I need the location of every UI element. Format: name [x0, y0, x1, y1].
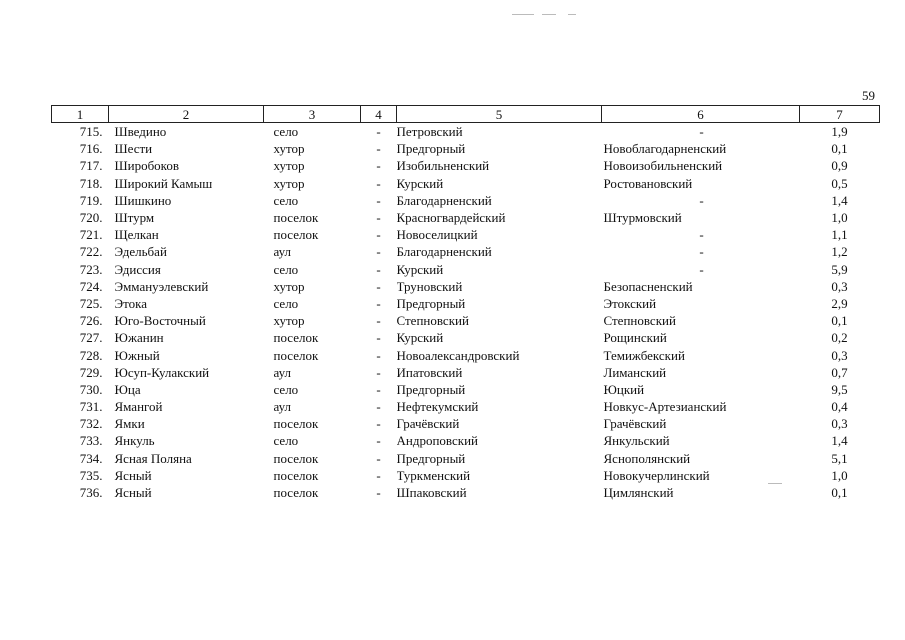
district-name: Предгорный [396, 381, 466, 397]
row-number: 724. [79, 278, 103, 294]
column-header: 6 [602, 106, 800, 123]
table-row [52, 364, 880, 381]
district-name: Шпаковский [396, 485, 467, 501]
council-name: Степновский [603, 313, 676, 329]
value-cell: 0,4 [831, 399, 848, 415]
district-name: Курский [396, 330, 444, 346]
settlement-name: Юсуп-Кулакский [114, 364, 210, 380]
settlement-name: Ясная Поляна [114, 450, 192, 466]
settlement-type: хутор [273, 158, 305, 174]
value-cell: 1,9 [831, 124, 848, 140]
settlement-type: село [273, 295, 299, 311]
settlement-type: село [273, 192, 299, 208]
row-number: 730. [79, 381, 103, 397]
row-number: 732. [79, 416, 103, 432]
settlements-table [51, 105, 880, 501]
row-number: 715. [79, 124, 103, 140]
settlement-type: хутор [273, 278, 305, 294]
council-name: Ростовановский [603, 175, 693, 191]
table-row [52, 415, 880, 432]
value-cell: 0,1 [831, 485, 848, 501]
settlement-name: Ямки [114, 416, 145, 432]
dash-cell: - [376, 261, 381, 277]
value-cell: 5,1 [831, 450, 848, 466]
dash-cell: - [376, 485, 381, 501]
dash-cell: - [376, 278, 381, 294]
row-number: 719. [79, 192, 103, 208]
council-name: Штурмовский [603, 210, 682, 226]
district-name: Благодарненский [396, 244, 492, 260]
row-number: 718. [79, 175, 103, 191]
settlement-type: поселок [273, 330, 319, 346]
value-cell: 0,3 [831, 416, 848, 432]
dash-cell: - [376, 244, 381, 260]
district-name: Благодарненский [396, 192, 492, 208]
row-number: 721. [79, 227, 103, 243]
scan-artifact [542, 14, 556, 15]
settlement-type: аул [273, 244, 292, 260]
column-header: 2 [109, 106, 264, 123]
dash-cell: - [376, 416, 381, 432]
value-cell: 1,0 [831, 467, 848, 483]
dash-cell: - [376, 330, 381, 346]
district-name: Предгорный [396, 141, 466, 157]
column-header: 4 [361, 106, 397, 123]
settlement-name: Юго-Восточный [114, 313, 206, 329]
table-row [52, 432, 880, 449]
district-name: Новоселицкий [396, 227, 478, 243]
table-row [52, 226, 880, 243]
council-name: Темижбекский [603, 347, 685, 363]
council-name: Новкус-Артезианский [603, 399, 727, 415]
dash-cell: - [376, 467, 381, 483]
district-name: Изобильненский [396, 158, 490, 174]
settlement-name: Ясный [114, 467, 152, 483]
dash-cell: - [376, 433, 381, 449]
council-name: Новоблагодарненский [603, 141, 727, 157]
dash-cell: - [376, 313, 381, 329]
value-cell: 0,5 [831, 175, 848, 191]
council-name: Янкульский [603, 433, 670, 449]
settlement-name: Шишкино [114, 192, 172, 208]
value-cell: 0,9 [831, 158, 848, 174]
row-number: 735. [79, 467, 103, 483]
settlement-name: Эдиссия [114, 261, 161, 277]
table-row [52, 329, 880, 346]
district-name: Предгорный [396, 295, 466, 311]
row-number: 723. [79, 261, 103, 277]
page-number: 59 [862, 88, 875, 103]
value-cell: 0,1 [831, 141, 848, 157]
council-name: Яснополянский [603, 450, 691, 466]
dash-cell: - [376, 364, 381, 380]
value-cell: 1,2 [831, 244, 848, 260]
table-row [52, 175, 880, 192]
value-cell: 0,1 [831, 313, 848, 329]
settlement-name: Эдельбай [114, 244, 167, 260]
row-number: 717. [79, 158, 103, 174]
settlement-type: поселок [273, 467, 319, 483]
value-cell: 1,0 [831, 210, 848, 226]
value-cell: 0,3 [831, 347, 848, 363]
district-name: Курский [396, 175, 444, 191]
table-row [52, 398, 880, 415]
row-number: 722. [79, 244, 103, 260]
settlement-name: Широкий Камыш [114, 175, 213, 191]
dash-cell: - [376, 227, 381, 243]
dash-cell: - [376, 347, 381, 363]
dash-cell: - [376, 295, 381, 311]
council-name: Новоизобильненский [603, 158, 723, 174]
dash-cell: - [376, 124, 381, 140]
district-name: Нефтекумский [396, 399, 479, 415]
row-number: 736. [79, 485, 103, 501]
settlement-type: аул [273, 399, 292, 415]
settlement-name: Янкуль [114, 433, 155, 449]
council-name: Новокучерлинский [603, 467, 710, 483]
value-cell: 2,9 [831, 295, 848, 311]
settlement-type: хутор [273, 141, 305, 157]
settlement-name: Ямангой [114, 399, 163, 415]
district-name: Грачёвский [396, 416, 460, 432]
row-number: 734. [79, 450, 103, 466]
settlement-type: село [273, 381, 299, 397]
district-name: Андроповский [396, 433, 478, 449]
dash-cell: - [376, 158, 381, 174]
value-cell: 1,4 [831, 192, 848, 208]
table-row [52, 295, 880, 312]
settlement-name: Широбоков [114, 158, 179, 174]
scan-artifact [568, 14, 576, 15]
table-row [52, 123, 880, 141]
settlement-type: хутор [273, 175, 305, 191]
table-row [52, 278, 880, 295]
district-name: Туркменский [396, 467, 471, 483]
dash-cell: - [376, 450, 381, 466]
settlement-type: село [273, 261, 299, 277]
settlement-name: Шести [114, 141, 153, 157]
table-row [52, 261, 880, 278]
council-name: Безопасненский [603, 278, 693, 294]
row-number: 725. [79, 295, 103, 311]
settlement-type: село [273, 124, 299, 140]
council-name: Грачёвский [603, 416, 667, 432]
table-row [52, 381, 880, 398]
council-name: Цимлянский [603, 485, 674, 501]
council-name: - [699, 244, 704, 260]
table-row [52, 467, 880, 484]
value-cell: 5,9 [831, 261, 848, 277]
settlement-type: поселок [273, 227, 319, 243]
row-number: 727. [79, 330, 103, 346]
row-number: 728. [79, 347, 103, 363]
settlement-type: поселок [273, 450, 319, 466]
settlement-type: поселок [273, 210, 319, 226]
dash-cell: - [376, 381, 381, 397]
district-name: Ипатовский [396, 364, 463, 380]
settlement-name: Южанин [114, 330, 164, 346]
value-cell: 1,1 [831, 227, 848, 243]
settlement-name: Шведино [114, 124, 167, 140]
table-body [52, 123, 880, 502]
row-number: 716. [79, 141, 103, 157]
scan-artifact [512, 14, 534, 15]
table-row [52, 157, 880, 174]
table-row [52, 192, 880, 209]
district-name: Труновский [396, 278, 463, 294]
column-header: 3 [264, 106, 361, 123]
settlement-name: Юца [114, 381, 141, 397]
value-cell: 1,4 [831, 433, 848, 449]
council-name: - [699, 192, 704, 208]
district-name: Петровский [396, 124, 463, 140]
dash-cell: - [376, 399, 381, 415]
column-header: 1 [52, 106, 109, 123]
council-name: - [699, 261, 704, 277]
table-row [52, 140, 880, 157]
table-row [52, 209, 880, 226]
council-name: - [699, 124, 704, 140]
dash-cell: - [376, 210, 381, 226]
dash-cell: - [376, 141, 381, 157]
column-header: 7 [800, 106, 880, 123]
table-row [52, 243, 880, 260]
value-cell: 0,3 [831, 278, 848, 294]
row-number: 726. [79, 313, 103, 329]
council-name: Лиманский [603, 364, 667, 380]
council-name: Юцкий [603, 381, 645, 397]
row-number: 729. [79, 364, 103, 380]
settlement-type: аул [273, 364, 292, 380]
settlement-name: Ясный [114, 485, 152, 501]
settlement-name: Штурм [114, 210, 155, 226]
settlement-name: Эммануэлевский [114, 278, 209, 294]
value-cell: 0,2 [831, 330, 848, 346]
district-name: Новоалександровский [396, 347, 520, 363]
value-cell: 9,5 [831, 381, 848, 397]
table-row [52, 346, 880, 363]
row-number: 733. [79, 433, 103, 449]
table-row [52, 450, 880, 467]
table-row [52, 312, 880, 329]
settlement-name: Этока [114, 295, 147, 311]
value-cell: 0,7 [831, 364, 848, 380]
settlement-type: поселок [273, 347, 319, 363]
settlement-name: Щелкан [114, 227, 159, 243]
dash-cell: - [376, 175, 381, 191]
district-name: Курский [396, 261, 444, 277]
settlement-name: Южный [114, 347, 160, 363]
council-name: Рощинский [603, 330, 667, 346]
dash-cell: - [376, 192, 381, 208]
council-name: - [699, 227, 704, 243]
council-name: Этокский [603, 295, 657, 311]
table-header-row [52, 106, 880, 123]
settlement-type: поселок [273, 416, 319, 432]
district-name: Красногвардейский [396, 210, 506, 226]
row-number: 731. [79, 399, 103, 415]
table-row [52, 484, 880, 501]
district-name: Предгорный [396, 450, 466, 466]
row-number: 720. [79, 210, 103, 226]
column-header: 5 [397, 106, 602, 123]
settlement-type: хутор [273, 313, 305, 329]
settlement-type: село [273, 433, 299, 449]
district-name: Степновский [396, 313, 469, 329]
settlement-type: поселок [273, 485, 319, 501]
